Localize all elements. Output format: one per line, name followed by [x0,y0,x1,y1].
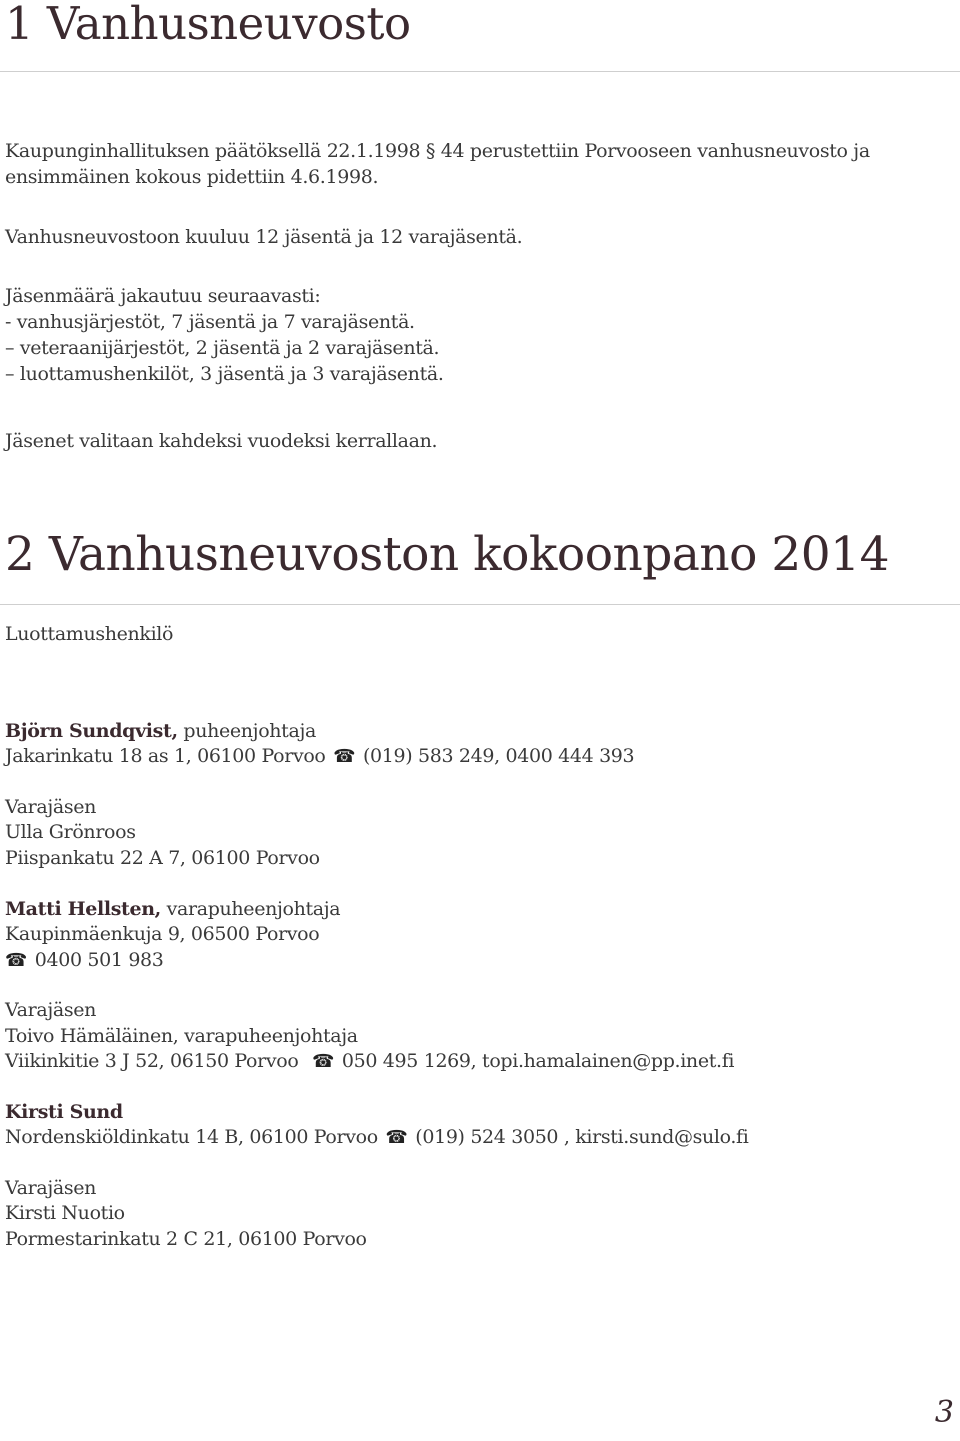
telephone-icon: ☎ [385,1127,408,1148]
member-role: varapuheenjohtaja [160,898,341,920]
member-phone: (019) 583 249, 0400 444 393 [357,745,635,767]
deputy-label: Varajäsen [5,796,97,818]
member-phone: 0400 501 983 [29,949,164,971]
membership-count: Vanhusneuvostoon kuuluu 12 jäsentä ja 12 varajäsentä. [5,226,523,248]
distribution-intro: Jäsenmäärä jakautuu seuraavasti: [5,285,321,307]
member-address: Nordenskiöldinkatu 14 B, 06100 Porvoo [5,1126,384,1148]
member-name-line [5,718,316,744]
section-1-heading: 1 Vanhusneuvosto [5,0,411,50]
member-name-line [5,896,340,922]
deputy-name: Toivo Hämäläinen, varapuheenjohtaja [5,1025,358,1047]
subheading-trustee: Luottamushenkilö [5,623,174,645]
telephone-icon: ☎ [5,950,28,971]
intro-line-1: Kaupunginhallituksen päätöksellä 22.1.1998 § 44 perustettiin Porvooseen vanhusneuvosto ja [5,140,870,162]
telephone-icon: ☎ [333,746,356,767]
member-contact [5,1124,748,1151]
deputy-address: Piispankatu 22 A 7, 06100 Porvoo [5,847,320,869]
member-role: puheenjohtaja [177,720,316,742]
deputy-address: Pormestarinkatu 2 C 21, 06100 Porvoo [5,1228,367,1250]
member-name: Björn Sundqvist, [5,720,178,742]
deputy-label: Varajäsen [5,1177,97,1199]
deputy-phone: 050 495 1269, topi.hamalainen@pp.inet.fi [336,1050,735,1072]
member-phone: (019) 524 3050 , kirsti.sund@sulo.fi [409,1126,749,1148]
distribution-item: - vanhusjärjestöt, 7 jäsentä ja 7 varajäsentä. [5,311,415,333]
deputy-contact [5,1048,734,1075]
deputy-label: Varajäsen [5,999,97,1021]
deputy-name: Kirsti Nuotio [5,1202,125,1224]
member-address: Jakarinkatu 18 as 1, 06100 Porvoo [5,745,332,767]
page-number: 3 [934,1395,954,1430]
member-contact [5,947,164,974]
member-address: Kaupinmäenkuja 9, 06500 Porvoo [5,923,320,945]
distribution-item: – veteraanijärjestöt, 2 jäsentä ja 2 varajäsentä. [5,337,440,359]
heading-divider [0,71,960,72]
intro-line-2: ensimmäinen kokous pidettiin 4.6.1998. [5,166,379,188]
deputy-name: Ulla Grönroos [5,821,136,843]
member-name-line [5,1099,123,1125]
member-name: Kirsti Sund [5,1101,123,1123]
section-2-heading: 2 Vanhusneuvoston kokoonpano 2014 [5,527,889,582]
member-name: Matti Hellsten, [5,898,161,920]
heading-divider [0,604,960,605]
deputy-address: Viikinkitie 3 J 52, 06150 Porvoo [5,1050,305,1072]
telephone-icon: ☎ [312,1051,335,1072]
member-contact [5,743,634,770]
distribution-item: – luottamushenkilöt, 3 jäsentä ja 3 varajäsentä. [5,363,444,385]
term-note: Jäsenet valitaan kahdeksi vuodeksi kerrallaan. [5,430,438,452]
